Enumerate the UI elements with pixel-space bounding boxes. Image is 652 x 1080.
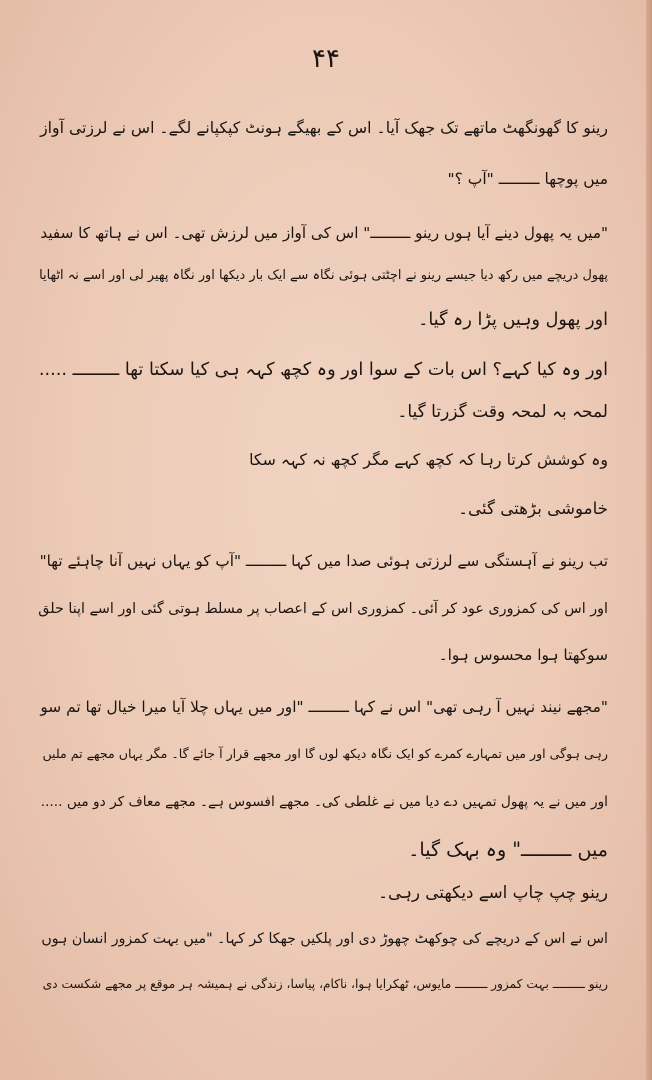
text-line: اور پھول وہیں پڑا رہ گیا۔ [418,310,608,330]
text-line: رہی ہوگی اور میں تمہارے کمرے کو ایک نگاہ دیکھ لوں گا اور مجھے قرار آ جائے گا۔ مگر یہاں مجھے تم ملیں [42,746,608,761]
text-line: سوکھتا ہوا محسوس ہوا۔ [438,646,608,664]
text-line: اور اس کی کمزوری عود کر آئی۔ کمزوری اس کے اعصاب پر مسلط ہوتی گئی اور اسے اپنا حلق [38,601,608,617]
text-line: وہ کوشش کرتا رہا کہ کچھ کہے مگر کچھ نہ کہہ سکا [249,450,608,469]
text-line: رینو ـــــــــ بہت کمزور ـــــــــ مایوس، ٹھکرایا ہوا، ناکام، پیاسا، زندگی نے ہمیشہ ہر موقع پر مجھے شکست دی [42,977,608,991]
text-line: رینو چپ چاپ اسے دیکھتی رہی۔ [378,882,608,902]
text-line: میں پوچھا ـــــــــ "آپ ؟" [447,170,608,188]
text-line: رینو کا گھونگھٹ ماتھے تک جھک آیا۔ اس کے بھیگے ہونٹ کپکپانے لگے۔ اس نے لرزتی آواز [40,118,608,137]
text-line: "مجھے نیند نہیں آ رہی تھی" اس نے کہا ـــــــــ "اور میں یہاں چلا آیا میرا خیال تھا تم سو [40,698,608,716]
text-line: میں ـــــــــ" وہ بہک گیا۔ [408,838,608,861]
text-line: "میں یہ پھول دینے آیا ہوں رینو ـــــــــ" اس کی آواز میں لرزش تھی۔ اس نے ہاتھ کا سفید [40,224,608,242]
text-line: اور میں نے یہ پھول تمہیں دے دیا میں نے غلطی کی۔ مجھے افسوس ہے۔ مجھے معاف کر دو میں ..... [40,794,608,810]
page-edge [646,0,652,1080]
text-line: اس نے اس کے دریچے کی چوکھٹ چھوڑ دی اور پلکیں جھکا کر کہا۔ "میں بہت کمزور انسان ہوں [41,931,608,947]
text-line: پھول دریچے میں رکھ دیا جیسے رینو نے اچٹتی ہوئی نگاہ سے ایک بار دیکھا اور نگاہ پھیر لی اور اسے نہ اٹھایا [39,268,608,283]
text-line: تب رینو نے آہستگی سے لرزتی ہوئی صدا میں کہا ـــــــــ "آپ کو یہاں نہیں آنا چاہئے تھا" [39,552,608,570]
page-number: ۴۴ [312,44,340,74]
text-line: لمحہ بہ لمحہ وقت گزرتا گیا۔ [397,402,608,422]
text-line: اور وہ کیا کہے؟ اس بات کے سوا اور وہ کچھ کہہ ہی کیا سکتا تھا ـــــــــ ..... [38,360,608,380]
text-line: خاموشی بڑھتی گئی۔ [458,498,608,518]
